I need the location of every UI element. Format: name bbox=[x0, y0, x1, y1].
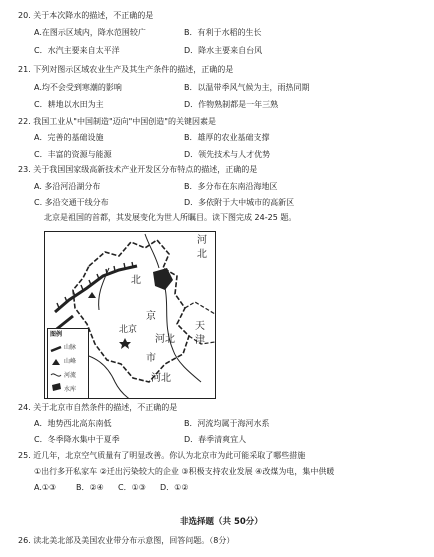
q22-options-row1 bbox=[34, 134, 270, 142]
q25-option-b: B．②④ bbox=[76, 483, 104, 492]
q20-option-d: D．降水主要来自台风 bbox=[184, 46, 263, 55]
legend-reservoir-label: 水库 bbox=[64, 386, 77, 393]
q20-stem: 20. 关于本次降水的描述，不正确的是 bbox=[18, 11, 154, 20]
q26-stem: 26. 读北美北部及美国农业带分布示意图，回答问题。（8分） bbox=[18, 536, 235, 545]
q25-option-d: D．①② bbox=[160, 483, 189, 492]
label-beijing-city: 北京 bbox=[119, 325, 138, 335]
q22-option-d: D．领先技术与人才优势 bbox=[184, 150, 271, 159]
reservoir-shape bbox=[153, 268, 173, 290]
legend-mountain-label: 山脉 bbox=[64, 344, 77, 351]
beijing-boundary bbox=[73, 240, 189, 382]
mountain-icon bbox=[51, 347, 61, 351]
legend-river-label: 河流 bbox=[64, 372, 77, 379]
q23-option-d: D．多依附于大中城市的高新区 bbox=[184, 198, 295, 207]
label-bei: 北 bbox=[131, 275, 141, 286]
beijing-star bbox=[119, 338, 131, 349]
q22-option-a: A．完善的基础设施 bbox=[34, 133, 104, 142]
q25-option-c: C．①③ bbox=[118, 483, 146, 492]
river-icon bbox=[51, 374, 61, 376]
label-jin: 津 bbox=[195, 335, 205, 346]
q20-option-b: B．有利于水稻的生长 bbox=[184, 28, 262, 37]
q20-option-a: A.在图示区域内，降水范围较广 bbox=[34, 28, 146, 37]
q24-options-row2 bbox=[34, 436, 246, 444]
label-hebei-top-2: 北 bbox=[197, 249, 207, 260]
q21-option-d: D．作物熟制都是一年三熟 bbox=[184, 100, 279, 109]
q22-stem: 22. 我国工业从"中国制造"迈向"中国创造"的关键因素是 bbox=[18, 117, 216, 126]
q21-stem: 21. 下列对图示区域农业生产及其生产条件的描述，正确的是 bbox=[18, 65, 234, 74]
peak-triangle bbox=[88, 292, 96, 298]
label-hebei-top: 河 bbox=[197, 235, 207, 246]
legend-symbols bbox=[50, 345, 62, 395]
q22-options-row2 bbox=[34, 151, 270, 159]
q24-option-d: D．春季清爽宜人 bbox=[184, 435, 247, 444]
q25-stem: 25. 近几年，北京空气质量有了明显改善。你认为北京市为此可能采取了哪些措施 bbox=[18, 451, 306, 460]
passage-intro: 北京是祖国的首都，其发展变化为世人所瞩目。读下图完成 24-25 题。 bbox=[44, 213, 297, 222]
q21-option-c: C．耕地以水田为主 bbox=[34, 100, 104, 109]
q23-option-c: C. 多沿交通干线分布 bbox=[34, 198, 109, 207]
q25-option-a: A.①③ bbox=[34, 483, 57, 492]
peak-icon bbox=[52, 359, 60, 365]
label-hebei-mid: 河北 bbox=[155, 334, 175, 345]
q24-options-row1 bbox=[34, 420, 270, 428]
q24-option-b: B．河流均属于海河水系 bbox=[184, 419, 270, 428]
q23-options-row2 bbox=[34, 199, 294, 207]
q20-options-row1 bbox=[34, 29, 262, 37]
q21-options-row2 bbox=[34, 101, 278, 109]
q23-option-a: A. 多沿河沿湖分布 bbox=[34, 182, 101, 191]
label-hebei-bottom: 河北 bbox=[151, 373, 171, 384]
q20-options-row2 bbox=[34, 47, 262, 55]
legend-peak-label: 山峰 bbox=[64, 358, 77, 365]
reservoir-icon bbox=[52, 383, 61, 391]
q23-option-b: B．多分布在东南沿海地区 bbox=[184, 182, 278, 191]
tianjin-boundary bbox=[185, 302, 215, 314]
q20-option-c: C．水汽主要来自太平洋 bbox=[34, 46, 120, 55]
q22-option-b: B．雄厚的农业基础支撑 bbox=[184, 133, 270, 142]
river-1 bbox=[145, 234, 159, 268]
beijing-map bbox=[44, 231, 216, 399]
q23-options-row1 bbox=[34, 183, 278, 191]
map-legend bbox=[47, 328, 89, 399]
label-tian: 天 bbox=[195, 321, 205, 332]
q21-options-row1 bbox=[34, 84, 310, 92]
q25-measures: ①出行多开私家车 ②迁出污染较大的企业 ③积极支持农业发展 ④改煤为电，集中供暖 bbox=[34, 467, 335, 476]
legend-title: 图例 bbox=[50, 331, 63, 338]
q24-stem: 24. 关于北京市自然条件的描述，不正确的是 bbox=[18, 403, 178, 412]
q24-option-c: C．冬季降水集中于夏季 bbox=[34, 435, 120, 444]
q25-options bbox=[34, 484, 189, 492]
mountain-range-north bbox=[55, 266, 137, 312]
section-title: 非选择题（共 50分） bbox=[180, 517, 263, 527]
q21-option-b: B．以温带季风气候为主，雨热同期 bbox=[184, 83, 310, 92]
q21-option-a: A.均不会受到寒潮的影响 bbox=[34, 83, 122, 92]
q24-option-a: A．地势西北高东南低 bbox=[34, 419, 112, 428]
label-shi: 市 bbox=[146, 353, 156, 364]
label-jing: 京 bbox=[146, 311, 156, 322]
q22-option-c: C．丰富的资源与能源 bbox=[34, 150, 112, 159]
q23-stem: 23. 关于我国国家级高新技术产业开发区分布特点的描述，正确的是 bbox=[18, 165, 258, 174]
